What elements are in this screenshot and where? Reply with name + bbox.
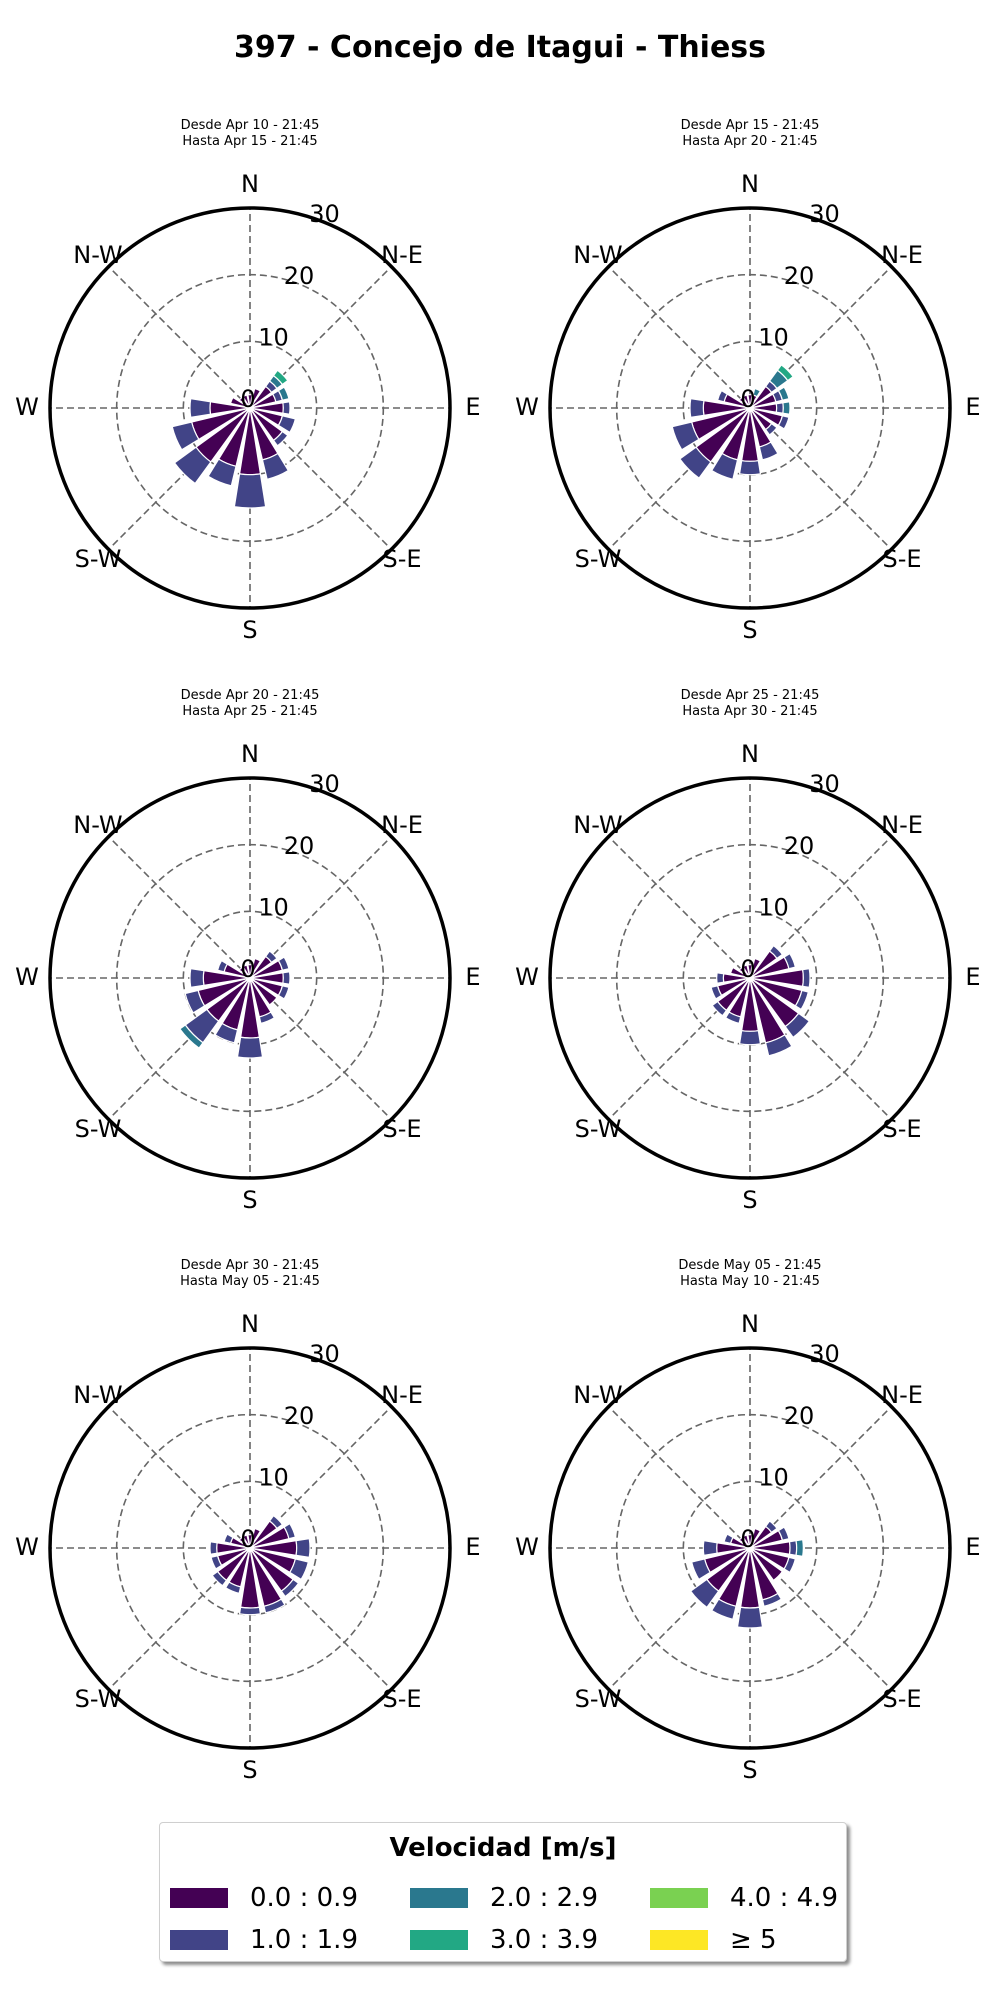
direction-label-s: S [242,1756,258,1784]
windrose-bar [283,402,290,415]
subtitle-hasta: Hasta Apr 30 - 21:45 [682,704,818,719]
radial-tick-label: 10 [258,893,289,922]
windrose-bar [740,1031,761,1045]
direction-label-n-e: N-E [381,240,423,269]
legend-item-bin-0 [170,1881,358,1915]
windrose-plot [500,1258,1000,1818]
figure-title: 397 - Concejo de Itagui - Thiess [233,30,767,65]
direction-label-n: N [741,740,759,768]
radial-tick-label: 30 [809,200,840,229]
windrose-panel-1 [0,118,500,678]
windrose-bar [703,1541,717,1556]
direction-label-n-e: N-E [381,810,423,839]
direction-label-s-e: S-E [882,545,922,574]
radial-tick-label: 10 [258,323,289,352]
direction-label-e: E [965,393,981,421]
windrose-bar [790,1541,797,1556]
direction-label-s-w: S-W [574,1685,622,1714]
direction-label-n: N [741,1310,759,1338]
windrose-panel-5 [0,1258,500,1818]
radial-tick-label: 10 [758,893,789,922]
windrose-bar [783,402,790,415]
windrose-bar [690,399,704,418]
subtitle-desde: Desde Apr 10 - 21:45 [180,118,320,133]
direction-label-s-e: S-E [382,1115,422,1144]
windrose-plot [500,688,1000,1248]
subtitle-desde: Desde Apr 15 - 21:45 [680,118,820,133]
direction-label-n-w: N-W [573,810,623,839]
legend-label-bin-2: 2.0 : 2.9 [490,1883,598,1913]
windrose-bar [803,969,810,988]
subtitle-hasta: Hasta May 10 - 21:45 [680,1274,820,1289]
radial-tick-label: 30 [309,770,340,799]
windrose-bar [283,972,290,985]
direction-label-w: W [15,1533,39,1561]
direction-spoke [109,267,250,408]
direction-label-n-e: N-E [881,1380,923,1409]
subtitle-hasta: Hasta May 05 - 21:45 [180,1274,320,1289]
direction-label-n-w: N-W [73,1380,123,1409]
radial-tick-label: 30 [809,1340,840,1369]
windrose-plot [0,118,500,678]
windrose-panel-2 [500,118,1000,678]
direction-label-w: W [15,963,39,991]
radial-tick-label: 0 [740,955,756,983]
direction-label-e: E [965,963,981,991]
direction-label-e: E [465,963,481,991]
radial-tick-label: 10 [258,1463,289,1492]
direction-label-s-e: S-E [382,545,422,574]
direction-label-n-e: N-E [881,810,923,839]
direction-label-s-w: S-W [74,545,122,574]
legend-item-bin-4 [650,1881,838,1915]
direction-spoke [109,837,250,978]
direction-label-s-e: S-E [882,1115,922,1144]
direction-label-w: W [515,963,539,991]
windrose-bar [796,1540,803,1557]
radial-tick-label: 20 [283,1401,315,1430]
legend [159,1822,847,1962]
windrose-bar [190,969,204,988]
direction-label-s-w: S-W [574,1115,622,1144]
legend-label-bin-5: ≥ 5 [730,1925,777,1955]
legend-swatch-bin-1 [170,1930,228,1950]
radial-tick-label: 30 [809,770,840,799]
legend-title: Velocidad [m/s] [389,1833,617,1863]
windrose-bar [237,1037,262,1058]
windrose-bar [296,1539,310,1558]
direction-label-n: N [241,740,259,768]
direction-label-s: S [242,1186,258,1214]
radial-tick-label: 0 [240,1525,256,1553]
direction-label-e: E [965,1533,981,1561]
legend-item-bin-3 [410,1923,598,1957]
windrose-plot [0,688,500,1248]
direction-label-s: S [242,616,258,644]
direction-label-w: W [15,393,39,421]
subtitle-hasta: Hasta Apr 25 - 21:45 [182,704,318,719]
direction-label-s-w: S-W [74,1115,122,1144]
radial-tick-label: 20 [783,831,815,860]
direction-label-s: S [742,1186,758,1214]
legend-swatch-bin-2 [410,1888,468,1908]
legend-label-bin-4: 4.0 : 4.9 [730,1883,838,1913]
direction-label-n: N [741,170,759,198]
radial-tick-label: 20 [283,261,315,290]
radial-tick-label: 0 [740,1525,756,1553]
direction-label-n-e: N-E [881,240,923,269]
direction-label-n-w: N-W [573,240,623,269]
direction-label-w: W [515,393,539,421]
direction-label-s: S [742,616,758,644]
windrose-panel-3 [0,688,500,1248]
windrose-panel-4 [500,688,1000,1248]
windrose-bar [240,1607,261,1614]
direction-label-w: W [515,1533,539,1561]
radial-tick-label: 10 [758,323,789,352]
legend-swatch-bin-5 [650,1930,708,1950]
subtitle-desde: Desde May 05 - 21:45 [678,1258,822,1273]
legend-item-bin-1 [170,1923,358,1957]
direction-label-e: E [465,393,481,421]
radial-tick-label: 30 [309,200,340,229]
windrose-bar [190,399,210,418]
direction-label-n-w: N-W [73,810,123,839]
radial-tick-label: 20 [783,1401,815,1430]
radial-tick-label: 0 [240,385,256,413]
radial-tick-label: 20 [283,831,315,860]
windrose-bar [717,973,724,983]
direction-label-n-w: N-W [73,240,123,269]
legend-label-bin-3: 3.0 : 3.9 [490,1925,598,1955]
direction-spoke [609,1407,750,1548]
subtitle-desde: Desde Apr 20 - 21:45 [180,688,320,703]
windrose-bar [737,1607,762,1628]
subtitle-desde: Desde Apr 30 - 21:45 [180,1258,320,1273]
radial-tick-label: 20 [783,261,815,290]
subtitle-hasta: Hasta Apr 15 - 21:45 [182,134,318,149]
direction-label-n: N [241,1310,259,1338]
direction-spoke [109,1407,250,1548]
legend-label-bin-0: 0.0 : 0.9 [250,1883,358,1913]
windrose-bar [776,403,783,413]
legend-label-bin-1: 1.0 : 1.9 [250,1925,358,1955]
radial-tick-label: 30 [309,1340,340,1369]
direction-spoke [609,837,750,978]
radial-tick-label: 0 [740,385,756,413]
windrose-bar [740,461,761,475]
direction-label-e: E [465,1533,481,1561]
subtitle-hasta: Hasta Apr 20 - 21:45 [682,134,818,149]
direction-label-n-w: N-W [573,1380,623,1409]
windrose-plot [0,1258,500,1818]
legend-swatch-bin-4 [650,1888,708,1908]
direction-label-s-w: S-W [574,545,622,574]
windrose-bar [234,474,265,508]
windrose-panel-6 [500,1258,1000,1818]
windrose-bar [210,1542,217,1555]
direction-label-s-w: S-W [74,1685,122,1714]
direction-spoke [609,267,750,408]
radial-tick-label: 10 [758,1463,789,1492]
legend-item-bin-5 [650,1923,777,1957]
windrose-plot [500,118,1000,678]
radial-tick-label: 0 [240,955,256,983]
direction-label-s: S [742,1756,758,1784]
subtitle-desde: Desde Apr 25 - 21:45 [680,688,820,703]
direction-label-n-e: N-E [381,1380,423,1409]
legend-item-bin-2 [410,1881,598,1915]
direction-label-s-e: S-E [382,1685,422,1714]
legend-swatch-bin-3 [410,1930,468,1950]
direction-label-n: N [241,170,259,198]
legend-swatch-bin-0 [170,1888,228,1908]
direction-label-s-e: S-E [882,1685,922,1714]
